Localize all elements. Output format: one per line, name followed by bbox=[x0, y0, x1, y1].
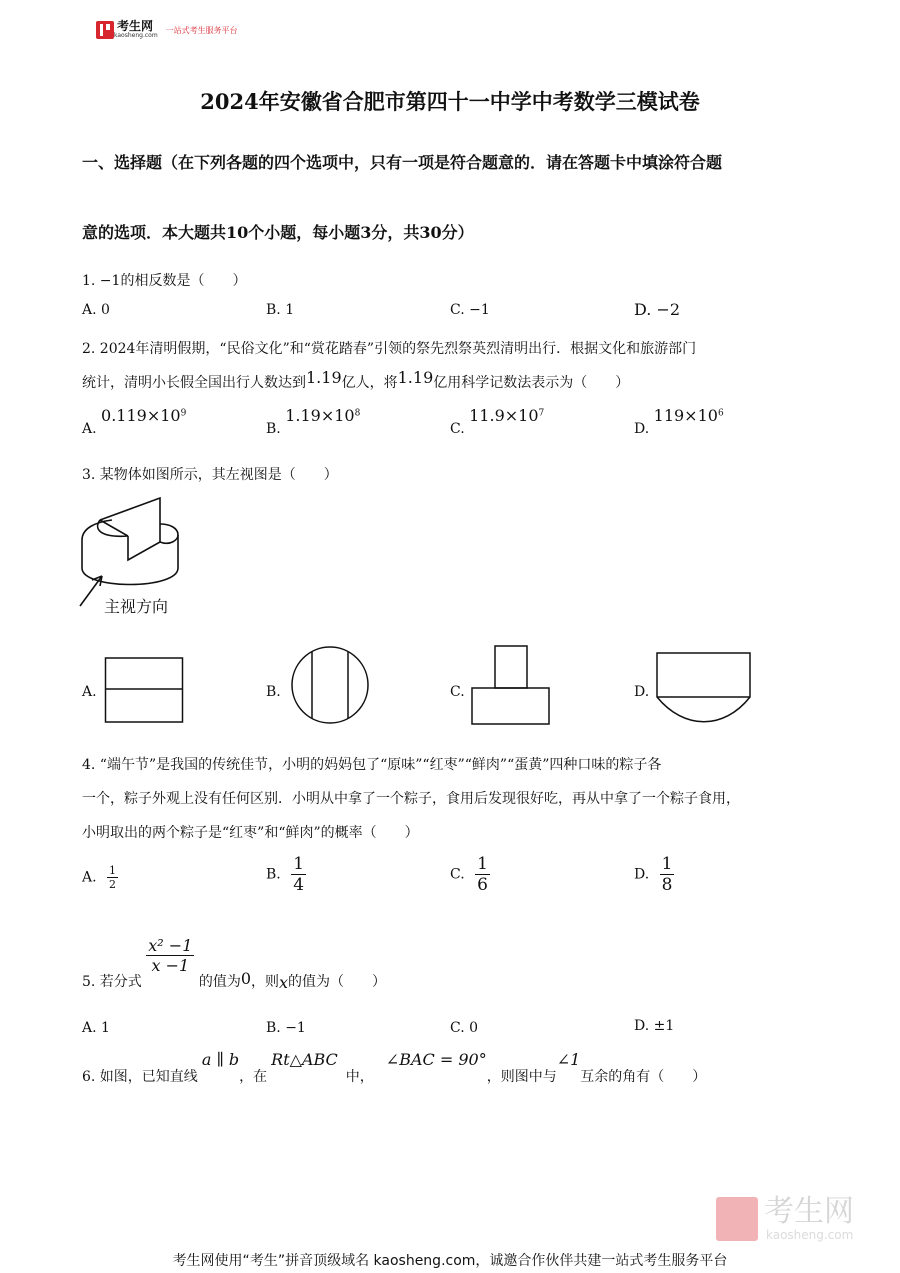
site-logo bbox=[96, 20, 238, 40]
q1-option-c: C. −1 bbox=[450, 302, 490, 318]
q4-option-c: C. $\frac{1}{6}$ bbox=[450, 854, 488, 895]
logo-text: 考生网 bbox=[117, 19, 154, 33]
q1-option-b: B. 1 bbox=[266, 302, 295, 318]
section-heading-line1: 一、选择题（在下列各题的四个选项中，只有一项是符合题意的．请在答题卡中填涂符合题 bbox=[82, 153, 723, 172]
q2-option-c: C. $11.9\times 10^7$ bbox=[450, 406, 545, 437]
q3-view-label: 主视方向 bbox=[104, 597, 169, 616]
q4-option-a: A. $\frac{1}{2}$ bbox=[82, 864, 117, 891]
q5-option-a: A. 1 bbox=[82, 1020, 110, 1036]
q2-number-1: 1.19 bbox=[306, 368, 342, 387]
q2-option-a: A. $0.119\times 10^9$ bbox=[82, 406, 187, 437]
watermark-text: 考生网 bbox=[764, 1194, 854, 1229]
question-6-stem: 6. 如图，已知直线a ∥ b，在Rt△ABC中，∠BAC = 90°，则图中与∠1互余的角有（ ） bbox=[82, 1050, 707, 1085]
section-heading-line2: 意的选项．本大题共10个小题，每小题3分，共30分） bbox=[82, 223, 474, 242]
logo-domain: kaosheng.com bbox=[114, 32, 158, 39]
page-title: 2024年安徽省合肥市第四十一中学中考数学三模试卷 bbox=[200, 89, 700, 114]
question-4-line2: 一个，粽子外观上没有任何区别．小明从中拿了一个粽子，食用后发现很好吃，再从中拿了一个粽子食用， bbox=[82, 791, 740, 807]
watermark-domain: kaosheng.com bbox=[766, 1228, 854, 1242]
q2-text-a: 统计，清明小长假全国出行人数达到 bbox=[82, 375, 306, 391]
question-1-stem: 1. −1的相反数是（ ） bbox=[82, 273, 247, 289]
q5-option-c: C. 0 bbox=[450, 1020, 479, 1036]
q2-text-b: 亿人，将 bbox=[341, 375, 398, 391]
q2-option-d: D. $119\times 10^6$ bbox=[634, 406, 724, 437]
question-5-stem: 5. 若分式 $\frac{\text{x² −1}}{x -1}$ 的值为0，则x的值为（ ） bbox=[82, 936, 387, 992]
logo-slogan: 一站式考生服务平台 bbox=[165, 25, 238, 35]
q5-option-b: B. −1 bbox=[266, 1020, 306, 1036]
q1-option-a: A. 0 bbox=[82, 302, 110, 318]
q5-option-d: D. ±1 bbox=[634, 1018, 675, 1034]
question-3-stem: 3. 某物体如图所示，其左视图是（ ） bbox=[82, 467, 338, 483]
q4-option-b: B. $\frac{1}{4}$ bbox=[266, 854, 305, 895]
q3-option-c-label: C. bbox=[450, 684, 465, 700]
page-footer: 考生网使用“考生”拼音顶级域名 kaosheng.com，诚邀合作伙伴共建一站式考生服务平台 bbox=[172, 1253, 728, 1269]
q1-option-d: D. −2 bbox=[634, 300, 681, 319]
question-4-line3: 小明取出的两个粽子是“红枣”和“鲜肉”的概率（ ） bbox=[82, 825, 419, 841]
q3-option-a-label: A. bbox=[82, 684, 97, 700]
q3-option-d-figure bbox=[654, 650, 754, 726]
q2-number-2: 1.19 bbox=[397, 368, 434, 387]
q4-option-d: D. $\frac{1}{8}$ bbox=[634, 854, 673, 895]
q3-option-c-figure bbox=[470, 644, 554, 728]
q3-option-b-label: B. bbox=[266, 684, 281, 700]
q3-option-a-figure bbox=[104, 656, 186, 726]
question-2-line2 bbox=[82, 368, 630, 392]
watermark-icon bbox=[716, 1197, 758, 1241]
watermark-logo bbox=[716, 1196, 854, 1242]
logo-icon bbox=[96, 21, 114, 39]
question-4-line1: 4. “端午节”是我国的传统佳节，小明的妈妈包了“原味”“红枣”“鲜肉”“蛋黄”四种口味的粽子各 bbox=[82, 757, 662, 773]
q3-solid-figure bbox=[72, 490, 202, 620]
q2-text-c: 亿用科学记数法表示为（ ） bbox=[433, 375, 630, 391]
q2-option-b: B. $1.19\times 10^8$ bbox=[266, 406, 361, 437]
question-2-line1: 2. 2024年清明假期，“民俗文化”和“赏花踏春”引领的祭先烈祭英烈清明出行．根据文化和旅游部门 bbox=[82, 341, 697, 357]
q3-option-b-figure bbox=[286, 646, 376, 726]
q3-option-d-label: D. bbox=[634, 684, 650, 700]
